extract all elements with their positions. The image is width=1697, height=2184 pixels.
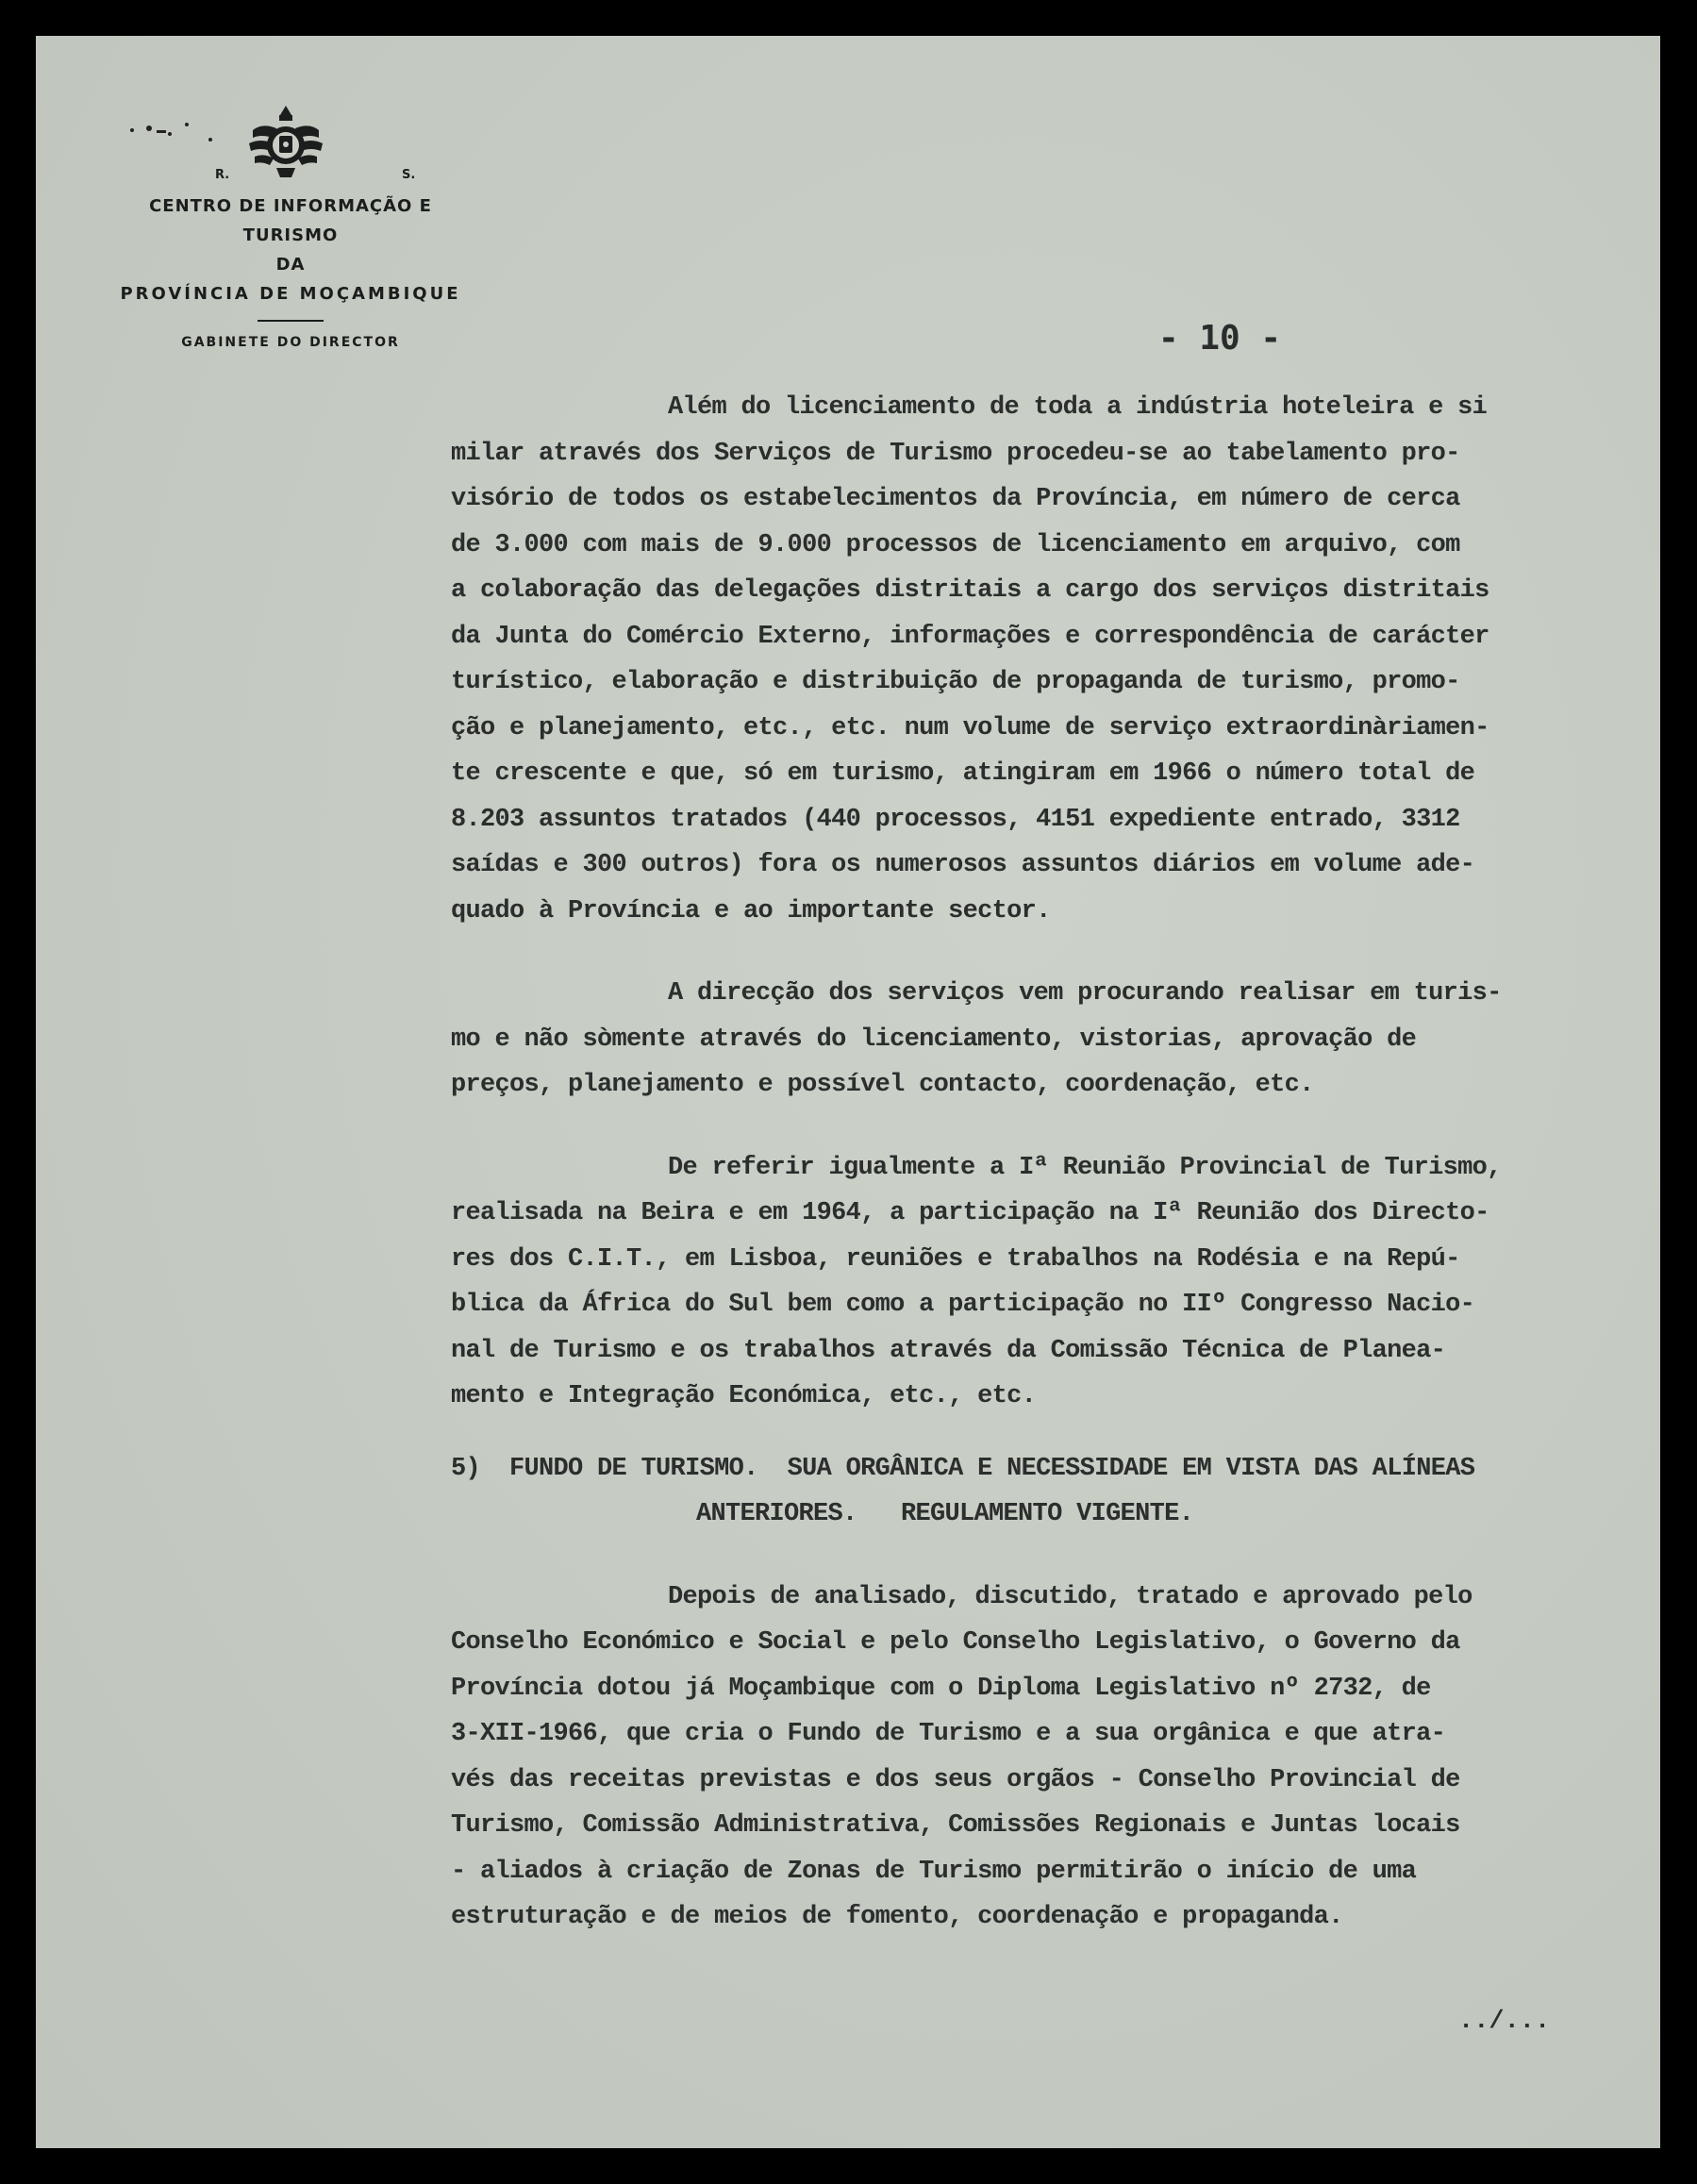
text-line: quado à Província e ao importante sector. xyxy=(451,896,1051,925)
paragraph-4 xyxy=(451,1575,1641,1941)
continuation-mark: ../... xyxy=(1458,2008,1551,2036)
text-line: mento e Integração Económica, etc., etc. xyxy=(451,1382,1037,1410)
text-line: - aliados à criação de Zonas de Turismo permitirão o início de uma xyxy=(451,1857,1417,1886)
section-number: 5) xyxy=(451,1454,481,1483)
text-line: Além do licenciamento de toda a indústria hoteleira e si xyxy=(668,393,1488,422)
text-line: De referir igualmente a Iª Reunião Provincial de Turismo, xyxy=(668,1153,1502,1182)
page-number: - 10 - xyxy=(1158,319,1282,358)
text-line: saídas e 300 outros) fora os numerosos assuntos diários em volume ade- xyxy=(451,851,1475,879)
spacer xyxy=(451,1538,1641,1575)
org-name-line-2: DA xyxy=(275,255,306,275)
emblem-row xyxy=(102,102,479,192)
paragraph-2 xyxy=(451,971,1641,1109)
text-line: realisada na Beira e em 1964, a participação na Iª Reunião dos Directo- xyxy=(451,1199,1489,1227)
text-line: preços, planejamento e possível contacto, coordenação, etc. xyxy=(451,1071,1314,1099)
text-line: nal de Turismo e os trabalhos através da Comissão Técnica de Planea- xyxy=(451,1336,1446,1365)
org-name-line-3: PROVÍNCIA DE MOÇAMBIQUE xyxy=(120,284,461,304)
document-page xyxy=(36,36,1660,2148)
paragraph-3 xyxy=(451,1145,1641,1420)
text-line: da Junta do Comércio Externo, informações e correspondência de carácter xyxy=(451,622,1489,651)
letterhead xyxy=(102,102,479,350)
text-line: Conselho Económico e Social e pelo Conselho Legislativo, o Governo da xyxy=(451,1628,1460,1657)
section-heading-line-1 xyxy=(451,1446,1641,1492)
coat-of-arms-icon xyxy=(243,102,328,187)
text-line: res dos C.I.T., em Lisboa, reuniões e trabalhos na Rodésia e na Repú- xyxy=(451,1244,1460,1274)
section-title: FUNDO DE TURISMO. SUA ORGÂNICA E NECESSIDADE EM VISTA DAS ALÍNEAS xyxy=(509,1454,1475,1483)
text-line: milar através dos Serviços de Turismo procedeu-se ao tabelamento pro- xyxy=(451,439,1460,468)
text-line: ção e planejamento, etc., etc. num volume de serviço extraordinàriamen- xyxy=(451,713,1489,742)
text-line: a colaboração das delegações distritais a cargo dos serviços distritais xyxy=(451,576,1489,605)
text-line: de 3.000 com mais de 9.000 processos de licenciamento em arquivo, com xyxy=(451,530,1460,559)
cabinet-label: GABINETE DO DIRECTOR xyxy=(181,335,400,350)
letterhead-divider xyxy=(258,320,324,322)
section-heading xyxy=(451,1446,1641,1538)
text-line: te crescente e que, só em turismo, atingiram em 1966 o número total de xyxy=(451,759,1475,788)
paragraph-1 xyxy=(451,385,1641,934)
document-body xyxy=(451,385,1641,1941)
section-heading-line-2: ANTERIORES. REGULAMENTO VIGENTE. xyxy=(696,1500,1194,1528)
spacer xyxy=(451,1420,1641,1446)
ink-specks xyxy=(121,121,234,149)
text-line: 3-XII-1966, que cria o Fundo de Turismo e a sua orgânica e que atra- xyxy=(451,1720,1446,1748)
initial-s: S. xyxy=(402,168,416,182)
text-line: A direcção dos serviços vem procurando realisar em turis- xyxy=(668,979,1502,1008)
text-line: blica da África do Sul bem como a participação no IIº Congresso Nacio- xyxy=(451,1291,1475,1319)
spacer xyxy=(451,1109,1641,1145)
text-line: Província dotou já Moçambique com o Diploma Legislativo nº 2732, de xyxy=(451,1674,1431,1703)
text-line: mo e não sòmente através do licenciamento, vistorias, aprovação de xyxy=(451,1025,1417,1054)
text-line: estruturação e de meios de fomento, coordenação e propaganda. xyxy=(451,1903,1343,1931)
text-line: Depois de analisado, discutido, tratado e aprovado pelo xyxy=(668,1582,1472,1611)
text-line: turístico, elaboração e distribuição de propaganda de turismo, promo- xyxy=(451,668,1460,696)
text-line: 8.203 assuntos tratados (440 processos, 4151 expediente entrado, 3312 xyxy=(451,805,1460,834)
initial-r: R. xyxy=(215,168,230,182)
text-line: Turismo, Comissão Administrativa, Comissões Regionais e Juntas locais xyxy=(451,1811,1460,1840)
org-name-line-1: CENTRO DE INFORMAÇÃO E TURISMO xyxy=(149,196,432,245)
spacer xyxy=(451,934,1641,971)
text-line: visório de todos os estabelecimentos da Província, em número de cerca xyxy=(451,485,1460,513)
text-line: vés das receitas previstas e dos seus orgãos - Conselho Provincial de xyxy=(451,1765,1460,1794)
